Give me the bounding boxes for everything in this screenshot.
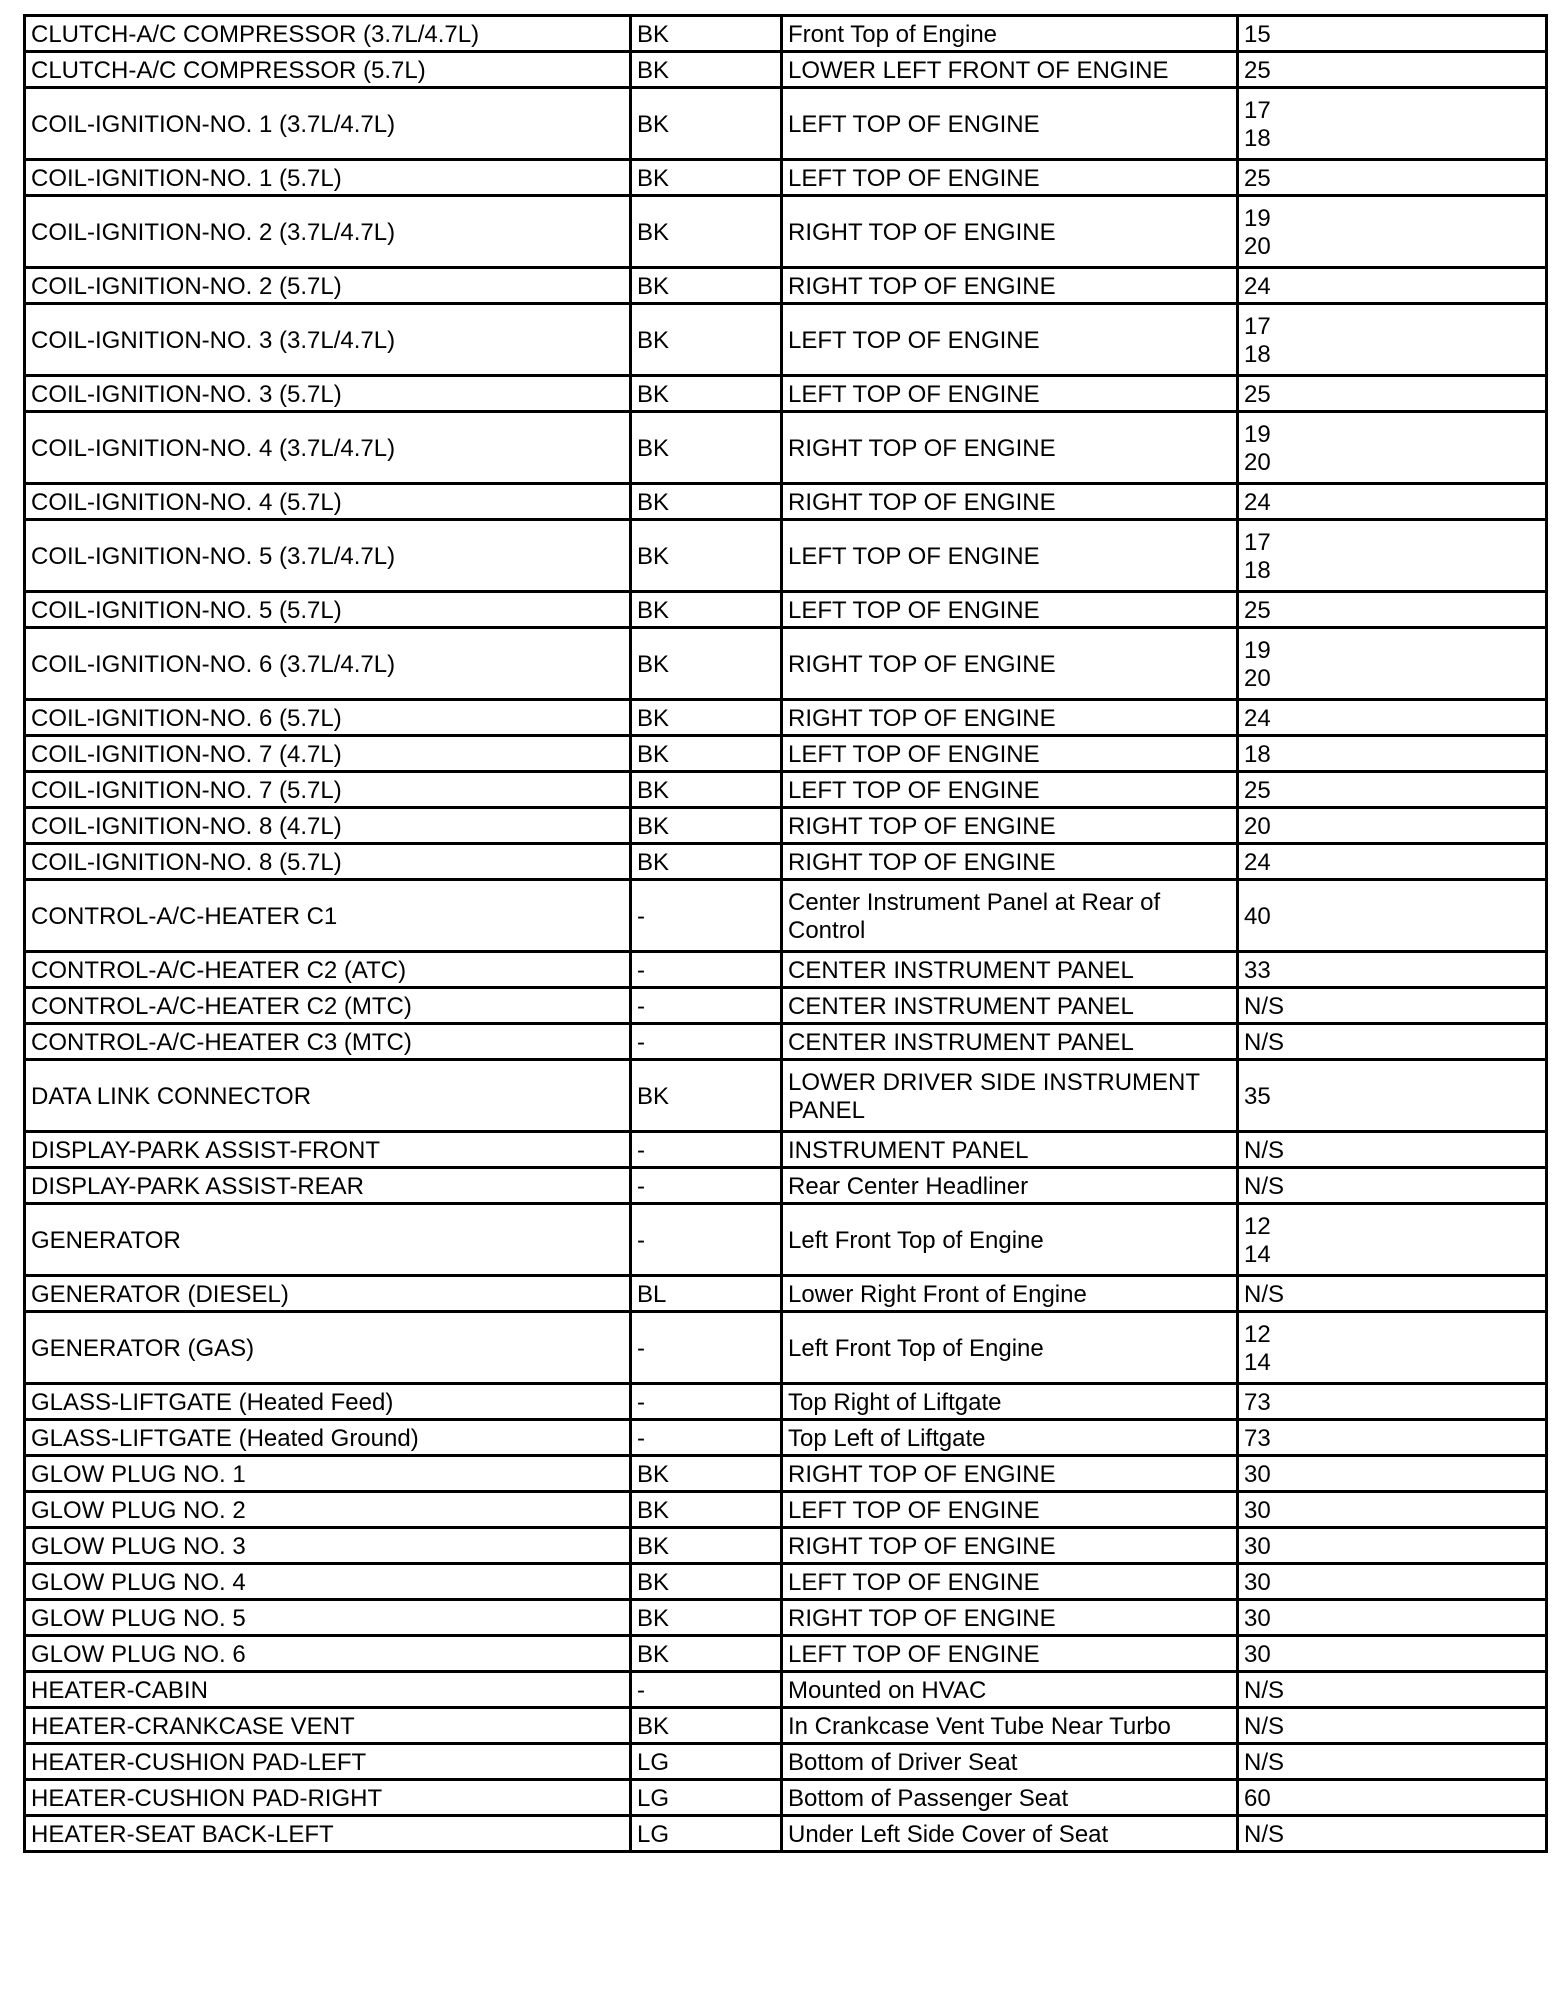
table-row bbox=[25, 88, 1547, 160]
figure-cell: 25 bbox=[1238, 52, 1547, 88]
color-cell: - bbox=[631, 880, 782, 952]
figure-cell: 12 14 bbox=[1238, 1312, 1547, 1384]
component-cell: CONTROL-A/C-HEATER C3 (MTC) bbox=[25, 1024, 631, 1060]
component-cell: COIL-IGNITION-NO. 7 (5.7L) bbox=[25, 772, 631, 808]
component-cell: CONTROL-A/C-HEATER C1 bbox=[25, 880, 631, 952]
figure-cell: 33 bbox=[1238, 952, 1547, 988]
figure-cell: 73 bbox=[1238, 1420, 1547, 1456]
component-cell: COIL-IGNITION-NO. 4 (5.7L) bbox=[25, 484, 631, 520]
table-row bbox=[25, 520, 1547, 592]
figure-cell: N/S bbox=[1238, 1708, 1547, 1744]
table-row bbox=[25, 772, 1547, 808]
figure-cell: 19 20 bbox=[1238, 196, 1547, 268]
component-cell: GLOW PLUG NO. 2 bbox=[25, 1492, 631, 1528]
table-row bbox=[25, 1168, 1547, 1204]
color-cell: BK bbox=[631, 736, 782, 772]
location-cell: CENTER INSTRUMENT PANEL bbox=[782, 988, 1238, 1024]
figure-cell: 18 bbox=[1238, 736, 1547, 772]
component-cell: COIL-IGNITION-NO. 6 (5.7L) bbox=[25, 700, 631, 736]
component-cell: CLUTCH-A/C COMPRESSOR (3.7L/4.7L) bbox=[25, 16, 631, 52]
component-cell: COIL-IGNITION-NO. 3 (5.7L) bbox=[25, 376, 631, 412]
location-cell: LEFT TOP OF ENGINE bbox=[782, 1492, 1238, 1528]
table-row bbox=[25, 1780, 1547, 1816]
table-row bbox=[25, 1492, 1547, 1528]
component-cell: CONTROL-A/C-HEATER C2 (ATC) bbox=[25, 952, 631, 988]
location-cell: Left Front Top of Engine bbox=[782, 1312, 1238, 1384]
component-cell: COIL-IGNITION-NO. 4 (3.7L/4.7L) bbox=[25, 412, 631, 484]
location-cell: LEFT TOP OF ENGINE bbox=[782, 772, 1238, 808]
figure-cell: 24 bbox=[1238, 484, 1547, 520]
color-cell: - bbox=[631, 1672, 782, 1708]
figure-cell: 24 bbox=[1238, 700, 1547, 736]
component-cell: DATA LINK CONNECTOR bbox=[25, 1060, 631, 1132]
figure-cell: N/S bbox=[1238, 1276, 1547, 1312]
table-row bbox=[25, 1384, 1547, 1420]
location-cell: LEFT TOP OF ENGINE bbox=[782, 592, 1238, 628]
component-cell: GLOW PLUG NO. 5 bbox=[25, 1600, 631, 1636]
location-cell: RIGHT TOP OF ENGINE bbox=[782, 1528, 1238, 1564]
color-cell: BK bbox=[631, 700, 782, 736]
figure-cell: 25 bbox=[1238, 376, 1547, 412]
component-cell: COIL-IGNITION-NO. 3 (3.7L/4.7L) bbox=[25, 304, 631, 376]
component-cell: GLASS-LIFTGATE (Heated Feed) bbox=[25, 1384, 631, 1420]
figure-cell: N/S bbox=[1238, 1744, 1547, 1780]
figure-cell: N/S bbox=[1238, 1672, 1547, 1708]
component-cell: GLOW PLUG NO. 1 bbox=[25, 1456, 631, 1492]
component-cell: COIL-IGNITION-NO. 7 (4.7L) bbox=[25, 736, 631, 772]
table-row bbox=[25, 1132, 1547, 1168]
figure-cell: N/S bbox=[1238, 988, 1547, 1024]
color-cell: BK bbox=[631, 1564, 782, 1600]
location-cell: Bottom of Passenger Seat bbox=[782, 1780, 1238, 1816]
connector-location-table-sheet bbox=[23, 14, 1545, 1853]
color-cell: BK bbox=[631, 1600, 782, 1636]
table-row bbox=[25, 844, 1547, 880]
component-cell: GLOW PLUG NO. 3 bbox=[25, 1528, 631, 1564]
table-row bbox=[25, 484, 1547, 520]
color-cell: BK bbox=[631, 88, 782, 160]
location-cell: Left Front Top of Engine bbox=[782, 1204, 1238, 1276]
component-cell: HEATER-CUSHION PAD-LEFT bbox=[25, 1744, 631, 1780]
figure-cell: 19 20 bbox=[1238, 412, 1547, 484]
figure-cell: 17 18 bbox=[1238, 304, 1547, 376]
color-cell: - bbox=[631, 1204, 782, 1276]
figure-cell: 30 bbox=[1238, 1492, 1547, 1528]
location-cell: RIGHT TOP OF ENGINE bbox=[782, 628, 1238, 700]
location-cell: Under Left Side Cover of Seat bbox=[782, 1816, 1238, 1852]
component-cell: COIL-IGNITION-NO. 5 (3.7L/4.7L) bbox=[25, 520, 631, 592]
location-cell: LEFT TOP OF ENGINE bbox=[782, 304, 1238, 376]
table-row bbox=[25, 592, 1547, 628]
location-cell: Top Right of Liftgate bbox=[782, 1384, 1238, 1420]
figure-cell: N/S bbox=[1238, 1132, 1547, 1168]
figure-cell: 30 bbox=[1238, 1564, 1547, 1600]
table-row bbox=[25, 196, 1547, 268]
location-cell: LEFT TOP OF ENGINE bbox=[782, 736, 1238, 772]
component-cell: COIL-IGNITION-NO. 2 (3.7L/4.7L) bbox=[25, 196, 631, 268]
component-cell: COIL-IGNITION-NO. 8 (4.7L) bbox=[25, 808, 631, 844]
color-cell: BK bbox=[631, 52, 782, 88]
table-row bbox=[25, 1636, 1547, 1672]
table-row bbox=[25, 1600, 1547, 1636]
location-cell: LEFT TOP OF ENGINE bbox=[782, 520, 1238, 592]
location-cell: CENTER INSTRUMENT PANEL bbox=[782, 1024, 1238, 1060]
figure-cell: N/S bbox=[1238, 1816, 1547, 1852]
location-cell: LOWER DRIVER SIDE INSTRUMENT PANEL bbox=[782, 1060, 1238, 1132]
table-row bbox=[25, 376, 1547, 412]
figure-cell: 25 bbox=[1238, 772, 1547, 808]
component-cell: HEATER-CUSHION PAD-RIGHT bbox=[25, 1780, 631, 1816]
color-cell: BK bbox=[631, 1528, 782, 1564]
location-cell: RIGHT TOP OF ENGINE bbox=[782, 196, 1238, 268]
location-cell: Rear Center Headliner bbox=[782, 1168, 1238, 1204]
figure-cell: 30 bbox=[1238, 1528, 1547, 1564]
table-row bbox=[25, 736, 1547, 772]
color-cell: BK bbox=[631, 376, 782, 412]
component-cell: GENERATOR bbox=[25, 1204, 631, 1276]
table-row bbox=[25, 880, 1547, 952]
figure-cell: 30 bbox=[1238, 1600, 1547, 1636]
location-cell: INSTRUMENT PANEL bbox=[782, 1132, 1238, 1168]
figure-cell: 17 18 bbox=[1238, 520, 1547, 592]
location-cell: LEFT TOP OF ENGINE bbox=[782, 160, 1238, 196]
component-cell: COIL-IGNITION-NO. 1 (5.7L) bbox=[25, 160, 631, 196]
figure-cell: 30 bbox=[1238, 1636, 1547, 1672]
color-cell: - bbox=[631, 1168, 782, 1204]
color-cell: BK bbox=[631, 1636, 782, 1672]
location-cell: LEFT TOP OF ENGINE bbox=[782, 88, 1238, 160]
component-cell: DISPLAY-PARK ASSIST-FRONT bbox=[25, 1132, 631, 1168]
component-cell: GLOW PLUG NO. 4 bbox=[25, 1564, 631, 1600]
table-row bbox=[25, 1312, 1547, 1384]
location-cell: RIGHT TOP OF ENGINE bbox=[782, 1456, 1238, 1492]
component-cell: CLUTCH-A/C COMPRESSOR (5.7L) bbox=[25, 52, 631, 88]
color-cell: - bbox=[631, 1420, 782, 1456]
component-cell: HEATER-CABIN bbox=[25, 1672, 631, 1708]
location-cell: Lower Right Front of Engine bbox=[782, 1276, 1238, 1312]
location-cell: LEFT TOP OF ENGINE bbox=[782, 376, 1238, 412]
table-row bbox=[25, 988, 1547, 1024]
figure-cell: 25 bbox=[1238, 592, 1547, 628]
table-row bbox=[25, 160, 1547, 196]
color-cell: BK bbox=[631, 268, 782, 304]
table-row bbox=[25, 16, 1547, 52]
location-cell: LEFT TOP OF ENGINE bbox=[782, 1564, 1238, 1600]
table-row bbox=[25, 1672, 1547, 1708]
color-cell: BL bbox=[631, 1276, 782, 1312]
component-cell: COIL-IGNITION-NO. 5 (5.7L) bbox=[25, 592, 631, 628]
location-cell: RIGHT TOP OF ENGINE bbox=[782, 844, 1238, 880]
figure-cell: 30 bbox=[1238, 1456, 1547, 1492]
table-row bbox=[25, 1276, 1547, 1312]
location-cell: Front Top of Engine bbox=[782, 16, 1238, 52]
location-cell: Mounted on HVAC bbox=[782, 1672, 1238, 1708]
color-cell: BK bbox=[631, 16, 782, 52]
component-cell: COIL-IGNITION-NO. 2 (5.7L) bbox=[25, 268, 631, 304]
location-cell: RIGHT TOP OF ENGINE bbox=[782, 268, 1238, 304]
figure-cell: 12 14 bbox=[1238, 1204, 1547, 1276]
color-cell: BK bbox=[631, 808, 782, 844]
color-cell: - bbox=[631, 952, 782, 988]
figure-cell: 24 bbox=[1238, 268, 1547, 304]
component-cell: DISPLAY-PARK ASSIST-REAR bbox=[25, 1168, 631, 1204]
color-cell: BK bbox=[631, 592, 782, 628]
figure-cell: N/S bbox=[1238, 1168, 1547, 1204]
table-row bbox=[25, 952, 1547, 988]
location-cell: Top Left of Liftgate bbox=[782, 1420, 1238, 1456]
color-cell: BK bbox=[631, 844, 782, 880]
table-row bbox=[25, 1024, 1547, 1060]
figure-cell: 19 20 bbox=[1238, 628, 1547, 700]
table-row bbox=[25, 1420, 1547, 1456]
color-cell: BK bbox=[631, 304, 782, 376]
color-cell: - bbox=[631, 1024, 782, 1060]
table-row bbox=[25, 412, 1547, 484]
table-row bbox=[25, 808, 1547, 844]
location-cell: RIGHT TOP OF ENGINE bbox=[782, 808, 1238, 844]
location-cell: In Crankcase Vent Tube Near Turbo bbox=[782, 1708, 1238, 1744]
location-cell: Center Instrument Panel at Rear of Control bbox=[782, 880, 1238, 952]
color-cell: BK bbox=[631, 1060, 782, 1132]
location-cell: LOWER LEFT FRONT OF ENGINE bbox=[782, 52, 1238, 88]
table-row bbox=[25, 1204, 1547, 1276]
color-cell: BK bbox=[631, 412, 782, 484]
location-cell: Bottom of Driver Seat bbox=[782, 1744, 1238, 1780]
location-cell: RIGHT TOP OF ENGINE bbox=[782, 484, 1238, 520]
color-cell: BK bbox=[631, 1456, 782, 1492]
table-row bbox=[25, 268, 1547, 304]
color-cell: BK bbox=[631, 772, 782, 808]
component-cell: GENERATOR (DIESEL) bbox=[25, 1276, 631, 1312]
table-row bbox=[25, 700, 1547, 736]
location-cell: RIGHT TOP OF ENGINE bbox=[782, 412, 1238, 484]
connector-location-table bbox=[23, 14, 1548, 1853]
figure-cell: 40 bbox=[1238, 880, 1547, 952]
color-cell: BK bbox=[631, 160, 782, 196]
figure-cell: 25 bbox=[1238, 160, 1547, 196]
component-cell: HEATER-SEAT BACK-LEFT bbox=[25, 1816, 631, 1852]
figure-cell: N/S bbox=[1238, 1024, 1547, 1060]
figure-cell: 24 bbox=[1238, 844, 1547, 880]
color-cell: - bbox=[631, 988, 782, 1024]
component-cell: GLOW PLUG NO. 6 bbox=[25, 1636, 631, 1672]
figure-cell: 73 bbox=[1238, 1384, 1547, 1420]
table-row bbox=[25, 1528, 1547, 1564]
color-cell: BK bbox=[631, 520, 782, 592]
location-cell: RIGHT TOP OF ENGINE bbox=[782, 700, 1238, 736]
location-cell: RIGHT TOP OF ENGINE bbox=[782, 1600, 1238, 1636]
table-row bbox=[25, 52, 1547, 88]
color-cell: LG bbox=[631, 1780, 782, 1816]
color-cell: - bbox=[631, 1312, 782, 1384]
color-cell: - bbox=[631, 1384, 782, 1420]
color-cell: BK bbox=[631, 1492, 782, 1528]
color-cell: BK bbox=[631, 1708, 782, 1744]
location-cell: CENTER INSTRUMENT PANEL bbox=[782, 952, 1238, 988]
table-row bbox=[25, 304, 1547, 376]
figure-cell: 35 bbox=[1238, 1060, 1547, 1132]
table-row bbox=[25, 628, 1547, 700]
color-cell: LG bbox=[631, 1744, 782, 1780]
component-cell: GLASS-LIFTGATE (Heated Ground) bbox=[25, 1420, 631, 1456]
component-cell: COIL-IGNITION-NO. 1 (3.7L/4.7L) bbox=[25, 88, 631, 160]
figure-cell: 20 bbox=[1238, 808, 1547, 844]
figure-cell: 60 bbox=[1238, 1780, 1547, 1816]
component-cell: COIL-IGNITION-NO. 8 (5.7L) bbox=[25, 844, 631, 880]
table-body bbox=[25, 16, 1547, 1852]
color-cell: BK bbox=[631, 484, 782, 520]
color-cell: BK bbox=[631, 196, 782, 268]
color-cell: LG bbox=[631, 1816, 782, 1852]
component-cell: CONTROL-A/C-HEATER C2 (MTC) bbox=[25, 988, 631, 1024]
figure-cell: 15 bbox=[1238, 16, 1547, 52]
color-cell: - bbox=[631, 1132, 782, 1168]
location-cell: LEFT TOP OF ENGINE bbox=[782, 1636, 1238, 1672]
component-cell: GENERATOR (GAS) bbox=[25, 1312, 631, 1384]
component-cell: HEATER-CRANKCASE VENT bbox=[25, 1708, 631, 1744]
table-row bbox=[25, 1744, 1547, 1780]
table-row bbox=[25, 1564, 1547, 1600]
table-row bbox=[25, 1060, 1547, 1132]
table-row bbox=[25, 1456, 1547, 1492]
color-cell: BK bbox=[631, 628, 782, 700]
figure-cell: 17 18 bbox=[1238, 88, 1547, 160]
table-row bbox=[25, 1816, 1547, 1852]
component-cell: COIL-IGNITION-NO. 6 (3.7L/4.7L) bbox=[25, 628, 631, 700]
table-row bbox=[25, 1708, 1547, 1744]
